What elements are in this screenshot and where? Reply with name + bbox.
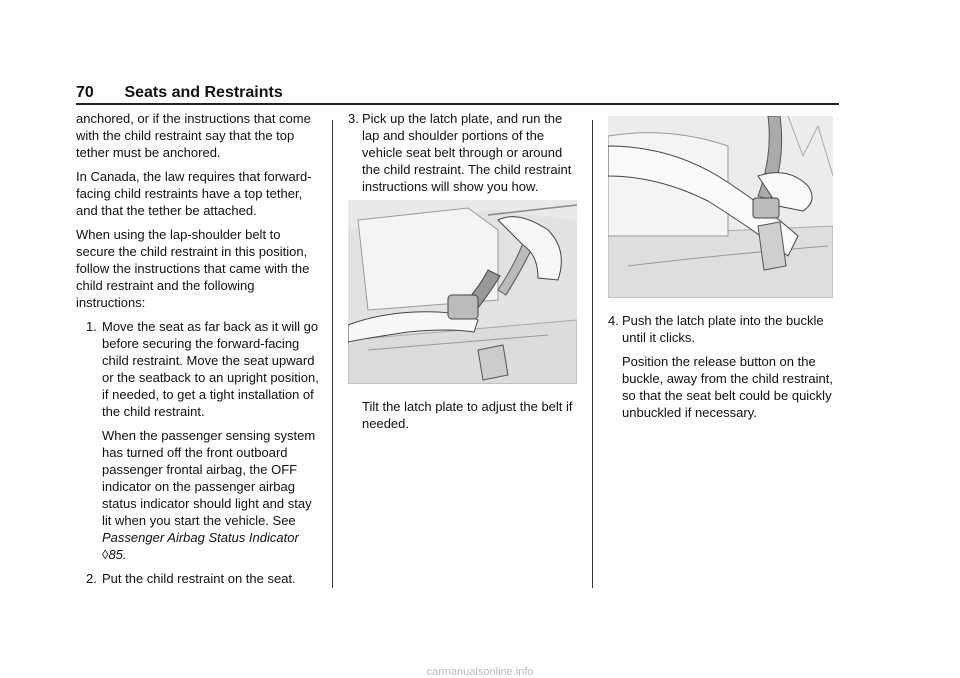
step-text: Push the latch plate into the buckle until it clicks. (622, 313, 824, 345)
page-number: 70 (76, 84, 94, 101)
step-text: Pick up the latch plate, and run the lap and shoulder portions of the vehicle seat belt through or around the child restraint. The child restraint instructions will show you how. (362, 111, 572, 194)
page-header (76, 84, 283, 102)
buckle-drawing (608, 116, 833, 298)
step-number: 1. (86, 319, 97, 334)
step-number: 2. (86, 571, 97, 586)
latch-plate-illustration (348, 200, 577, 384)
step-2 (76, 570, 320, 587)
buckle-illustration (608, 116, 833, 298)
cross-reference-link[interactable]: Passenger Airbag Status Indicator (102, 530, 299, 545)
paragraph: When using the lap-shoulder belt to secure the child restraint in this position, follow the instructions that came with the child restraint and the following instructions: (76, 227, 310, 310)
column-divider (592, 120, 593, 588)
step-4 (608, 312, 840, 346)
step-number: 3. (348, 111, 359, 126)
column-divider (332, 120, 333, 588)
watermark: carmanualsonline.info (426, 666, 534, 678)
step-3 (348, 110, 580, 195)
section-title: Seats and Restraints (124, 84, 283, 101)
column-1 (76, 110, 320, 594)
page-ref-glyph: ◊ (102, 547, 109, 562)
step-text: Move the seat as far back as it will go before securing the forward-facing child restraint. Move the seat upward or the seatback to an upright position, if needed, to get a tight installation of the child restraint. (102, 319, 319, 419)
step-text: Put the child restraint on the seat. (102, 571, 296, 586)
paragraph: In Canada, the law requires that forward-facing child restraints have a top tether, and that the tether be attached. (76, 169, 312, 218)
step-4-note (608, 353, 840, 421)
latch-plate-drawing (348, 200, 577, 384)
column-3 (608, 312, 840, 428)
page-reference[interactable]: 85. (108, 547, 127, 562)
paragraph: anchored, or if the instructions that come with the child restraint say that the top tether must be anchored. (76, 111, 311, 160)
column-2-note (362, 398, 578, 439)
header-rule (76, 103, 839, 105)
note-text: Position the release button on the buckle, away from the child restraint, so that the seat belt could be quickly unbuckled if necessary. (622, 354, 833, 420)
note-text: Tilt the latch plate to adjust the belt if needed. (362, 399, 573, 431)
step-1 (76, 318, 320, 420)
step-1-note (76, 427, 320, 563)
note-text: When the passenger sensing system has turned off the front outboard passenger frontal airbag, the OFF indicator on the passenger airbag status indicator should light and stay lit when you start the vehicle. See (102, 428, 316, 528)
step-number: 4. (608, 313, 619, 328)
column-2 (348, 110, 580, 202)
